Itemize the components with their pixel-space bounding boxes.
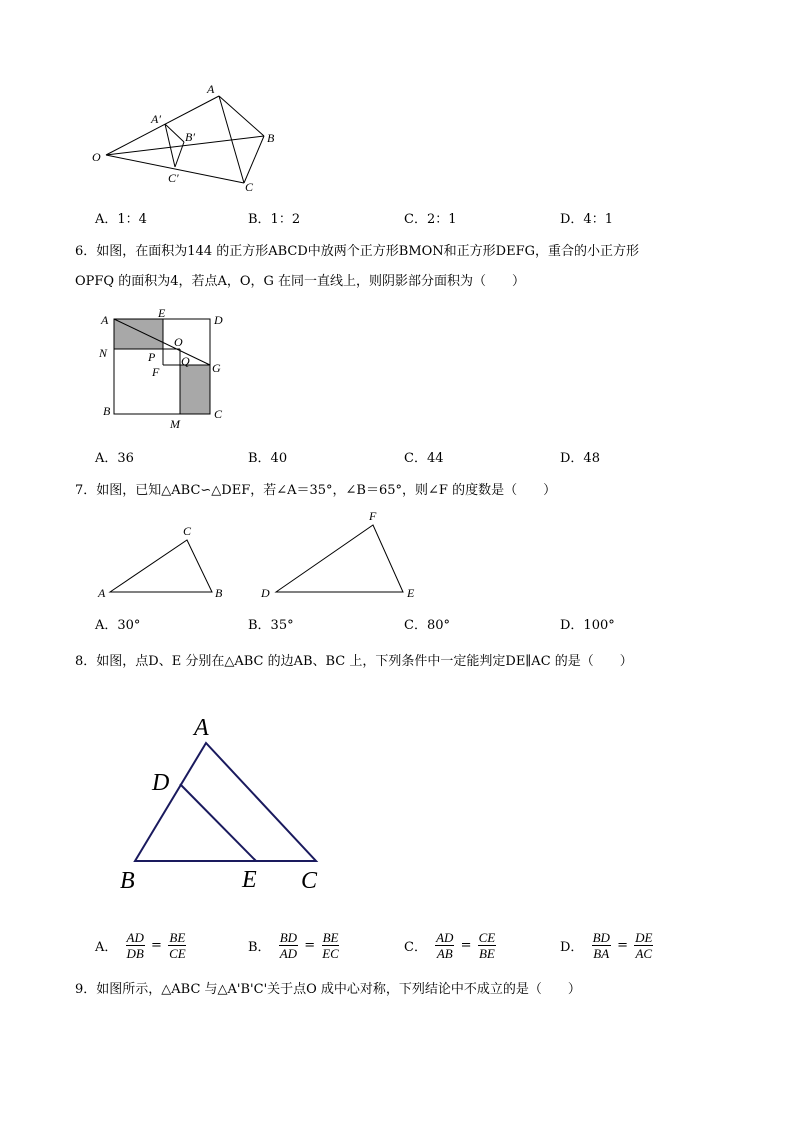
q5-option-a[interactable]: A．1：4: [95, 212, 147, 227]
q8-option-d-left-fraction: [592, 930, 611, 961]
q7-option-d[interactable]: D．100°: [560, 618, 615, 633]
q7-label-e: E: [407, 586, 415, 600]
q7-option-c[interactable]: C．80°: [404, 618, 450, 633]
q5-option-d[interactable]: D．4：1: [560, 212, 613, 227]
q5-figure: [88, 78, 288, 198]
fraction-numerator: BD: [592, 930, 610, 945]
q8-label-e: E: [242, 867, 257, 893]
q7-label-b: B: [215, 586, 223, 600]
q6-label-q: Q: [181, 354, 190, 368]
fraction-numerator: CE: [478, 930, 496, 945]
q7-option-a[interactable]: A．30°: [95, 618, 141, 633]
q6-option-c[interactable]: C．44: [404, 451, 444, 466]
equals-sign: =: [304, 938, 316, 953]
q8-option-a-right-fraction: [168, 930, 187, 961]
q5-label-c-prime: C′: [168, 171, 179, 185]
q5-label-o: O: [92, 150, 101, 164]
q8-option-b-left-fraction: [279, 930, 298, 961]
q8-option-a-label: A．: [95, 940, 118, 955]
q8-option-b[interactable]: [248, 930, 340, 961]
fraction-numerator: BE: [169, 930, 186, 945]
fraction-numerator: BD: [279, 930, 298, 945]
q6-text-line1: 6．如图，在面积为144 的正方形ABCD中放两个正方形BMON和正方形DEFG，重合的小正方形: [75, 244, 639, 259]
q8-label-b: B: [120, 868, 135, 894]
equals-sign: =: [151, 938, 162, 953]
q8-option-c-left-fraction: [435, 930, 454, 961]
fraction-numerator: BE: [322, 930, 339, 945]
q8-label-a: A: [194, 715, 209, 741]
q7-label-a: A: [98, 586, 106, 600]
q6-label-b: B: [103, 404, 111, 418]
fraction-denominator: BE: [478, 946, 495, 961]
q6-label-d: D: [214, 313, 223, 327]
q5-label-a: A: [207, 82, 215, 96]
q7-label-c: C: [183, 524, 192, 538]
equals-sign: =: [460, 938, 472, 953]
q6-label-g: G: [212, 361, 221, 375]
q8-option-d-right-fraction: [634, 930, 653, 961]
q5-option-b[interactable]: B．1：2: [248, 212, 301, 227]
q8-option-a-left-fraction: [126, 930, 145, 961]
q5-label-b-prime: B′: [185, 130, 195, 144]
q5-label-c: C: [245, 180, 254, 194]
q6-label-p: P: [148, 350, 156, 364]
q6-label-c: C: [214, 407, 223, 421]
fraction-numerator: AD: [436, 930, 454, 945]
q8-option-d[interactable]: [560, 930, 653, 961]
q7-figure: [92, 505, 432, 605]
fraction-denominator: AB: [436, 946, 453, 961]
q8-option-c[interactable]: [404, 930, 496, 961]
q8-option-b-right-fraction: [321, 930, 340, 961]
q5-label-b: B: [267, 131, 275, 145]
fraction-denominator: BA: [593, 946, 610, 961]
q8-option-b-label: B．: [248, 940, 271, 955]
q6-label-a: A: [101, 313, 109, 327]
q6-option-d[interactable]: D．48: [560, 451, 600, 466]
q6-label-n: N: [99, 346, 108, 360]
fraction-numerator: AD: [126, 930, 144, 945]
q6-label-f: F: [152, 365, 160, 379]
q7-label-f: F: [369, 509, 377, 523]
q7-text: 7．如图，已知△ABC∽△DEF，若∠A＝35°，∠B＝65°，则∠F 的度数是（ ）: [75, 483, 557, 498]
fraction-denominator: AD: [279, 946, 298, 961]
q8-option-c-right-fraction: [478, 930, 497, 961]
q6-text-line2: OPFQ 的面积为4，若点A，O，G 在同一直线上，则阴影部分面积为（ ）: [75, 274, 526, 289]
equals-sign: =: [617, 938, 628, 953]
q8-option-a[interactable]: [95, 930, 187, 961]
q8-figure: [110, 710, 340, 900]
fraction-denominator: CE: [169, 946, 186, 961]
q8-label-d: D: [152, 770, 170, 796]
q6-figure: [92, 308, 232, 433]
q5-option-c[interactable]: C．2：1: [404, 212, 457, 227]
q6-label-e: E: [158, 308, 166, 320]
q5-label-a-prime: A′: [151, 112, 161, 126]
fraction-denominator: AC: [635, 946, 653, 961]
q6-option-b[interactable]: B．40: [248, 451, 288, 466]
q8-label-c: C: [301, 868, 318, 894]
fraction-denominator: DB: [126, 946, 144, 961]
q6-label-m: M: [170, 417, 180, 431]
fraction-numerator: DE: [635, 930, 653, 945]
q6-label-o: O: [174, 335, 183, 349]
fraction-denominator: EC: [322, 946, 339, 961]
q8-text: 8．如图，点D、E 分别在△ABC 的边AB、BC 上，下列条件中一定能判定DE∥AC 的是（ ）: [75, 654, 633, 669]
q7-option-b[interactable]: B．35°: [248, 618, 294, 633]
q6-option-a[interactable]: A．36: [95, 451, 134, 466]
q8-option-d-label: D．: [560, 940, 584, 955]
q9-text: 9．如图所示，△ABC 与△A'B'C'关于点O 成中心对称，下列结论中不成立的是（ ）: [75, 982, 581, 997]
q8-option-c-label: C．: [404, 940, 427, 955]
q7-label-d: D: [261, 586, 270, 600]
